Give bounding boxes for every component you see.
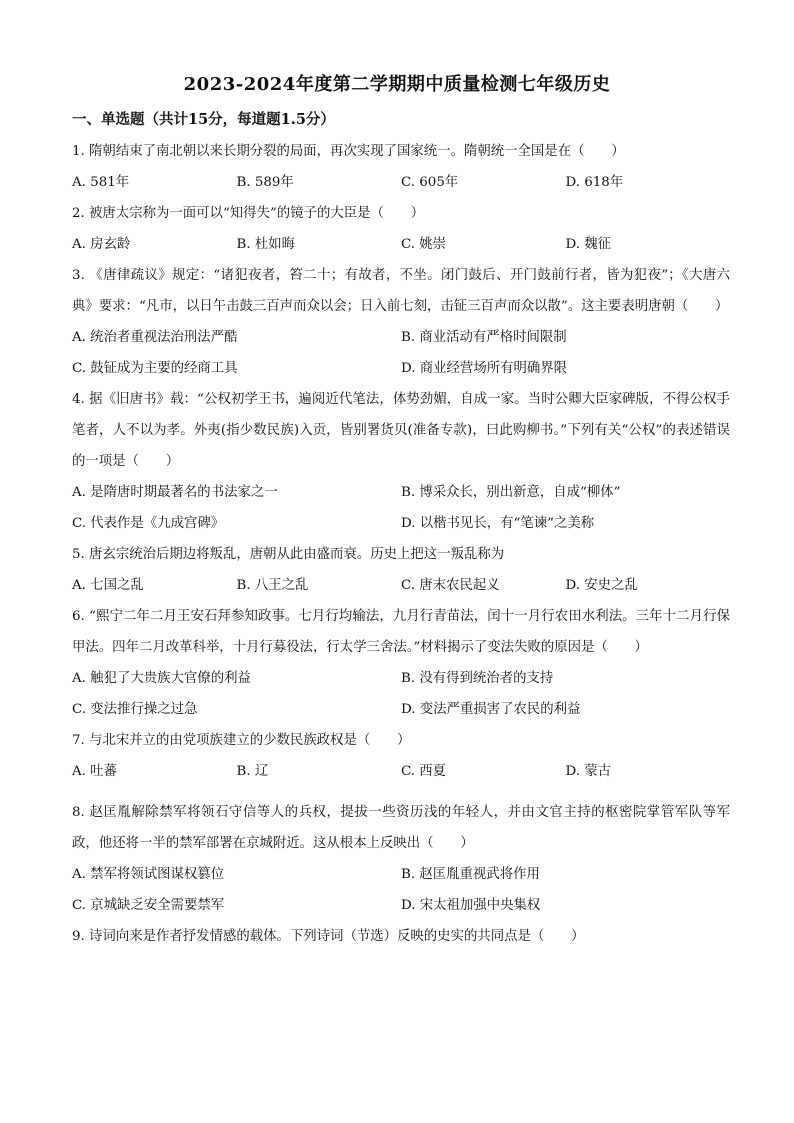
option-b: B. 辽 (236, 764, 269, 779)
option-group (72, 167, 730, 198)
option-b: B. 赵匡胤重视武将作用 (401, 867, 540, 882)
option-group (72, 229, 730, 260)
question-5 (72, 539, 730, 601)
question-stem: 4. 据《旧唐书》载：“公权初学王书，遍阅近代笔法，体势劲媚，自成一家。当时公卿大臣家碑版，不得公权手笔者，人不以为孝。外夷(指少数民族)入贡，皆别署货贝(准备专款)，曰此购柳书。”下列有关“公权”的表述错误的一项是（ ） (72, 392, 730, 469)
option-b: B. 杜如晦 (236, 237, 296, 252)
option-d: D. 魏征 (565, 237, 612, 252)
question-3 (72, 260, 730, 384)
question-4 (72, 384, 730, 539)
option-group (72, 477, 730, 539)
question-list (72, 136, 730, 952)
option-b: B. 八王之乱 (236, 578, 309, 593)
question-6 (72, 601, 730, 725)
option-c: C. 605年 (401, 175, 459, 190)
option-d: D. 618年 (565, 175, 624, 190)
option-a: A. 七国之乱 (72, 578, 144, 593)
option-c: C. 代表作是《九成宫碑》 (72, 516, 225, 531)
option-c: C. 京城缺乏安全需要禁军 (72, 898, 225, 913)
option-d: D. 宋太祖加强中央集权 (401, 898, 541, 913)
question-stem: 3. 《唐律疏议》规定：“诸犯夜者，笞二十；有故者，不坐。闭门鼓后、开门鼓前行者，皆为犯夜”；《大唐六典》要求：“凡市，以日午击鼓三百声而众以会；日入前七刻，击钲三百声而众以散”。这主要表明唐朝（ ） (72, 268, 730, 314)
option-c: C. 变法推行操之过急 (72, 702, 198, 717)
question-7 (72, 725, 730, 787)
option-c: C. 西夏 (401, 764, 447, 779)
question-stem: 6. “熙宁二年二月王安石拜参知政事。七月行均输法，九月行青苗法，闰十一月行农田水利法。三年十二月行保甲法。四年二月改革科举，十月行募役法，行太学三舍法。”材料揭示了变法失败的原因是（ ） (72, 609, 730, 655)
option-b: B. 博采众长，别出新意，自成“柳体” (401, 485, 621, 500)
option-d: D. 蒙古 (565, 764, 612, 779)
option-c: C. 鼓钲成为主要的经商工具 (72, 361, 238, 376)
question-stem: 1. 隋朝结束了南北朝以来长期分裂的局面，再次实现了国家统一。隋朝统一全国是在（ ） (72, 144, 625, 159)
spacer (72, 787, 730, 797)
option-b: B. 589年 (236, 175, 294, 190)
question-stem: 5. 唐玄宗统治后期边将叛乱，唐朝从此由盛而衰。历史上把这一叛乱称为 (72, 547, 505, 562)
option-a: A. 房玄龄 (72, 237, 131, 252)
option-group (72, 663, 730, 725)
question-9 (72, 921, 730, 952)
option-d: D. 安史之乱 (565, 578, 638, 593)
option-group (72, 756, 730, 787)
option-d: D. 变法严重损害了农民的利益 (401, 702, 581, 717)
option-group (72, 322, 730, 384)
option-a: A. 触犯了大贵族大官僚的利益 (72, 671, 251, 686)
option-b: B. 商业活动有严格时间限制 (401, 330, 567, 345)
option-a: A. 是隋唐时期最著名的书法家之一 (72, 485, 278, 500)
option-a: A. 581年 (72, 175, 130, 190)
option-group (72, 570, 730, 601)
option-a: A. 禁军将领试图谋权篡位 (72, 867, 225, 882)
question-stem: 9. 诗词向来是作者抒发情感的载体。下列诗词（节选）反映的史实的共同点是（ ） (72, 929, 585, 944)
option-c: C. 唐末农民起义 (401, 578, 500, 593)
option-group (72, 859, 730, 921)
option-d: D. 商业经营场所有明确界限 (401, 361, 568, 376)
option-a: A. 吐蕃 (72, 764, 117, 779)
option-a: A. 统治者重视法治刑法严酷 (72, 330, 238, 345)
section-heading: 一、单选题（共计15分，每道题1.5分） (72, 111, 335, 128)
option-c: C. 姚崇 (401, 237, 447, 252)
question-2 (72, 198, 730, 260)
question-8 (72, 797, 730, 921)
question-stem: 8. 赵匡胤解除禁军将领石守信等人的兵权，提拔一些资历浅的年轻人，并由文官主持的枢密院掌管军队等军政，他还将一半的禁军部署在京城附近。这从根本上反映出（ ） (72, 805, 730, 851)
page-title: 2023-2024年度第二学期期中质量检测七年级历史 (183, 74, 611, 95)
question-stem: 7. 与北宋并立的由党项族建立的少数民族政权是（ ） (72, 733, 411, 748)
option-b: B. 没有得到统治者的支持 (401, 671, 554, 686)
option-d: D. 以楷书见长，有“笔谏”之美称 (401, 516, 595, 531)
question-1 (72, 136, 730, 198)
question-stem: 2. 被唐太宗称为一面可以“知得失”的镜子的大臣是（ ） (72, 206, 425, 221)
